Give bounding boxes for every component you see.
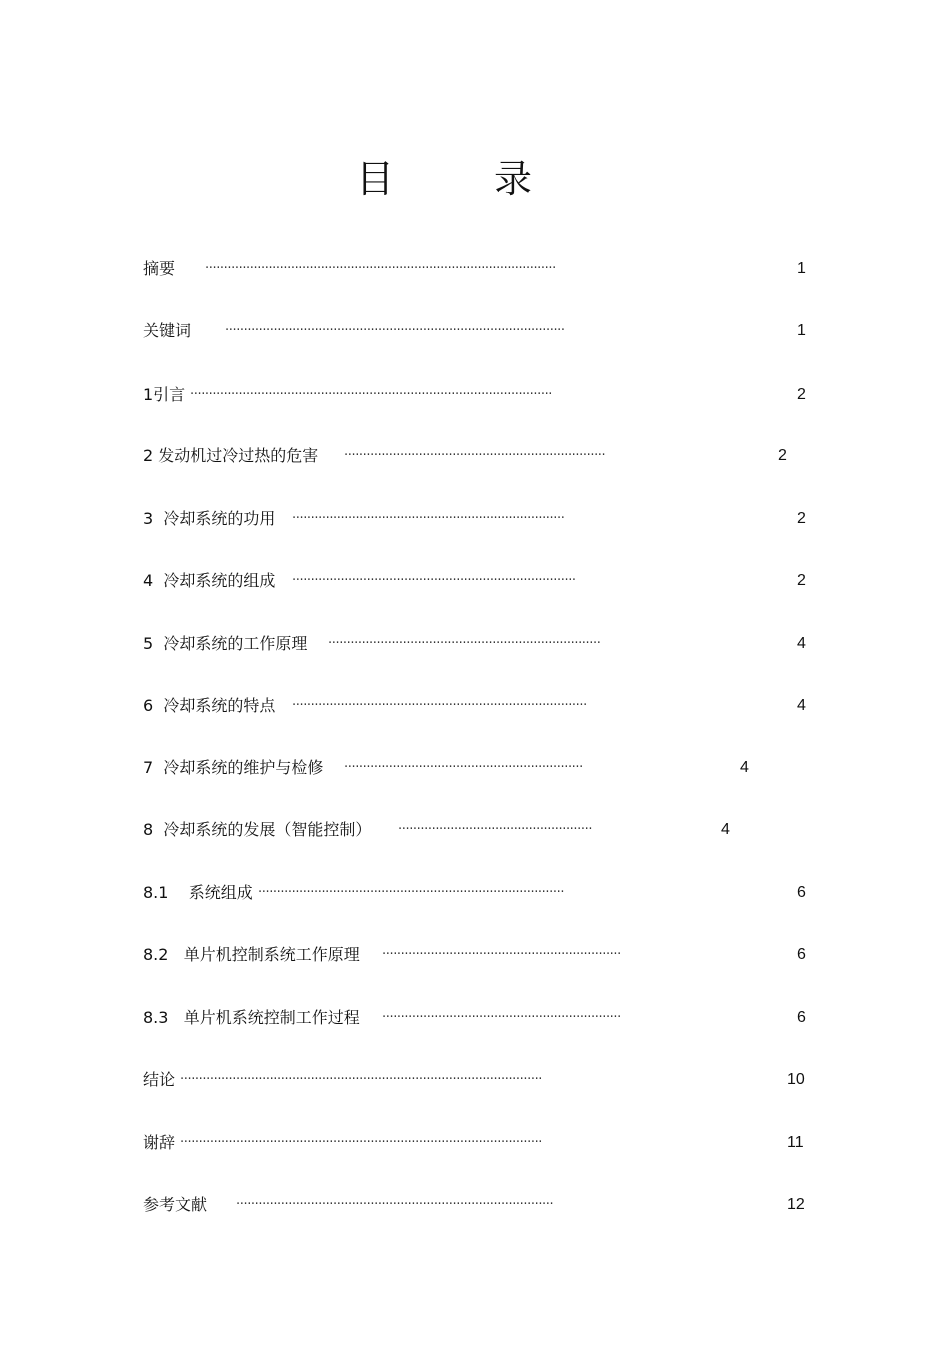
toc-dot-leader: ······································································ xyxy=(344,448,606,463)
toc-entry-abstract[interactable] xyxy=(0,257,950,281)
toc-entry-page: 11 xyxy=(787,1134,804,1151)
toc-dot-leader: ··············································································· xyxy=(292,698,587,713)
toc-entry-section-8-3[interactable] xyxy=(0,1006,950,1030)
toc-dot-leader: ··························································································· xyxy=(225,323,565,338)
toc-entry-page: 1 xyxy=(797,260,806,277)
toc-entry-acknowledgements[interactable] xyxy=(0,1131,950,1155)
toc-dot-leader: ···················································· xyxy=(398,822,593,837)
toc-entry-page: 4 xyxy=(797,697,806,714)
toc-dot-leader: ········································································· xyxy=(328,636,601,651)
toc-entry-page: 4 xyxy=(797,635,806,652)
toc-dot-leader: ····················································································· xyxy=(236,1197,554,1212)
toc-entry-page: 2 xyxy=(797,572,806,589)
toc-entry-label: 2 发动机过冷过热的危害 xyxy=(143,446,319,465)
toc-dot-leader: ············································································ xyxy=(292,573,576,588)
toc-entry-label: 1引言 xyxy=(143,385,186,404)
toc-entry-label: 8.2 单片机控制系统工作原理 xyxy=(143,945,360,964)
toc-entry-chapter-3[interactable] xyxy=(0,507,950,531)
toc-entry-chapter-2[interactable] xyxy=(0,444,950,468)
toc-entry-section-8-2[interactable] xyxy=(0,943,950,967)
toc-entry-chapter-8[interactable] xyxy=(0,818,950,842)
toc-dot-leader: ································································ xyxy=(382,1010,621,1025)
toc-dot-leader: ································································ xyxy=(382,947,621,962)
toc-entry-label: 8.3 单片机系统控制工作过程 xyxy=(143,1008,360,1027)
toc-entry-page: 4 xyxy=(721,821,730,838)
toc-dot-leader: ······························································································ xyxy=(205,261,556,276)
toc-entry-label: 3 冷却系统的功用 xyxy=(143,509,276,528)
toc-entry-page: 2 xyxy=(797,386,806,403)
toc-entry-page: 6 xyxy=(797,946,806,963)
toc-entry-label: 参考文献 xyxy=(143,1195,208,1214)
toc-entry-label: 5 冷却系统的工作原理 xyxy=(143,634,308,653)
toc-entry-label: 关键词 xyxy=(143,321,192,340)
toc-entry-conclusion[interactable] xyxy=(0,1068,950,1092)
toc-entry-page: 6 xyxy=(797,884,806,901)
toc-entry-label: 8 冷却系统的发展（智能控制） xyxy=(143,820,372,839)
toc-entry-chapter-4[interactable] xyxy=(0,569,950,593)
toc-entry-label: 结论 xyxy=(143,1070,176,1089)
page-title: 目 录 xyxy=(355,157,577,201)
toc-dot-leader: ································································································· xyxy=(190,387,553,402)
toc-entry-introduction[interactable] xyxy=(0,383,950,407)
toc-entry-label: 摘要 xyxy=(143,259,176,278)
toc-dot-leader: ········································································· xyxy=(292,511,565,526)
toc-entry-chapter-6[interactable] xyxy=(0,694,950,718)
toc-entry-label: 8.1 系统组成 xyxy=(143,883,253,902)
toc-entry-label: 6 冷却系统的特点 xyxy=(143,696,276,715)
toc-dot-leader: ································································································· xyxy=(180,1135,543,1150)
toc-entry-label: 4 冷却系统的组成 xyxy=(143,571,276,590)
toc-entry-chapter-5[interactable] xyxy=(0,632,950,656)
toc-dot-leader: ································································ xyxy=(344,760,583,775)
toc-entry-page: 2 xyxy=(797,510,806,527)
toc-entry-page: 4 xyxy=(740,759,749,776)
toc-entry-references[interactable] xyxy=(0,1193,950,1217)
toc-entry-page: 6 xyxy=(797,1009,806,1026)
toc-entry-page: 12 xyxy=(787,1196,805,1213)
toc-entry-chapter-7[interactable] xyxy=(0,756,950,780)
toc-dot-leader: ································································································· xyxy=(180,1072,543,1087)
toc-dot-leader: ·················································································· xyxy=(258,885,565,900)
toc-entry-page: 1 xyxy=(797,322,806,339)
toc-entry-keywords[interactable] xyxy=(0,319,950,343)
toc-entry-label: 7 冷却系统的维护与检修 xyxy=(143,758,324,777)
toc-entry-section-8-1[interactable] xyxy=(0,881,950,905)
toc-entry-page: 10 xyxy=(787,1071,805,1088)
toc-entry-page: 2 xyxy=(778,447,787,464)
toc-entry-label: 谢辞 xyxy=(143,1133,176,1152)
